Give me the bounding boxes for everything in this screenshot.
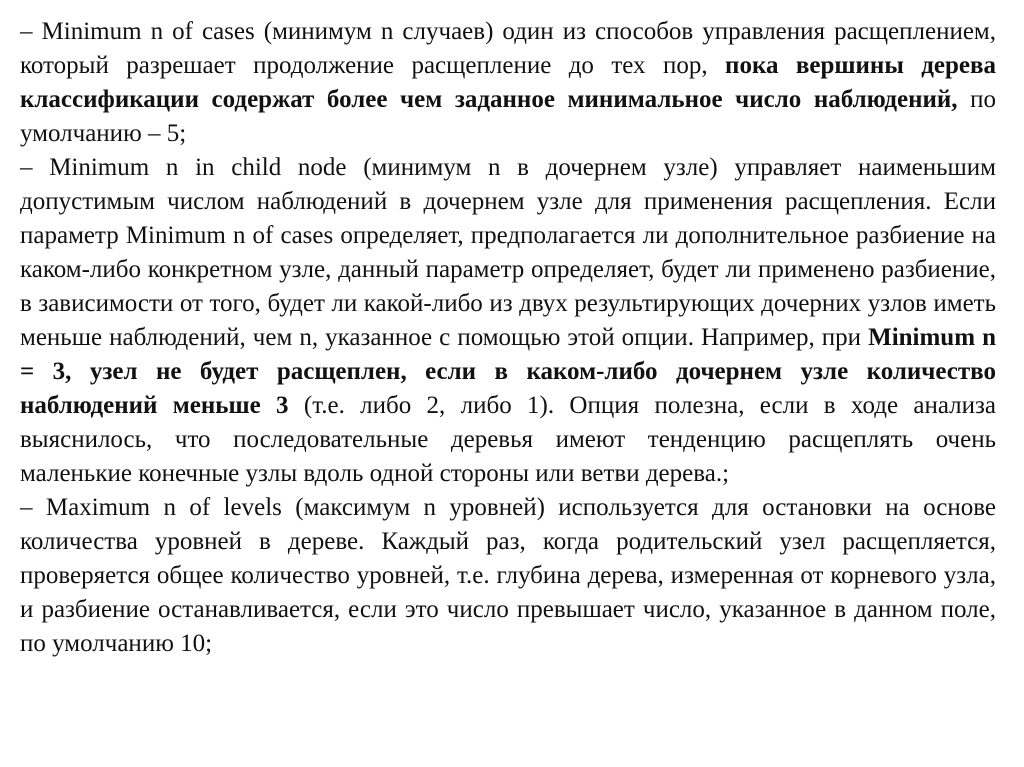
paragraph-text: (т.е. либо 2, либо 1). Опция полезна, если в ходе анализа выяснилось, что последовательные деревья имеют тенденцию расщеплять очень маленькие конечные узлы вдоль одной стороны или ветви дерева.;	[20, 392, 996, 487]
document-page	[20, 15, 996, 661]
paragraph-maximum-n-of-levels	[20, 491, 996, 661]
paragraph-text: по умолчанию – 5;	[20, 86, 996, 147]
paragraph-text: – Maximum n of levels (максимум n уровней) используется для остановки на основе количества уровней в дереве. Каждый раз, когда родительский узел расщепляется, проверяется общее количество уровней, т.е. глубина дерева, измеренная от корневого узла, и разбиение останавливается, если это число превышает число, указанное в данном поле, по умолчанию 10;	[20, 494, 996, 657]
paragraph-text: – Minimum n of cases (минимум n случаев) один из способов управления расщеплением, который разрешает продолжение расщепление до тех пор,	[20, 18, 996, 79]
paragraph-text: – Minimum n in child node (минимум n в дочернем узле) управляет наименьшим допустимым числом наблюдений в дочернем узле для применения расщепления. Если параметр Minimum n of cases определяет, предполагается ли дополнительное разбиение на каком-либо конкретном узле, данный параметр определяет, будет ли применено разбиение, в зависимости от того, будет ли какой-либо из двух результирующих дочерних узлов иметь меньше наблюдений, чем n, указанное с помощью этой опции. Например, при	[20, 154, 996, 351]
paragraph-minimum-n-of-cases	[20, 15, 996, 151]
paragraph-bold-text: пока вершины дерева классификации содержат более чем заданное минимальное число наблюдений,	[20, 52, 997, 113]
paragraph-bold-text: Minimum n = 3, узел не будет расщеплен, если в каком-либо дочернем узле количество наблюдений меньше 3	[20, 324, 996, 419]
paragraph-minimum-n-in-child-node	[20, 151, 996, 491]
